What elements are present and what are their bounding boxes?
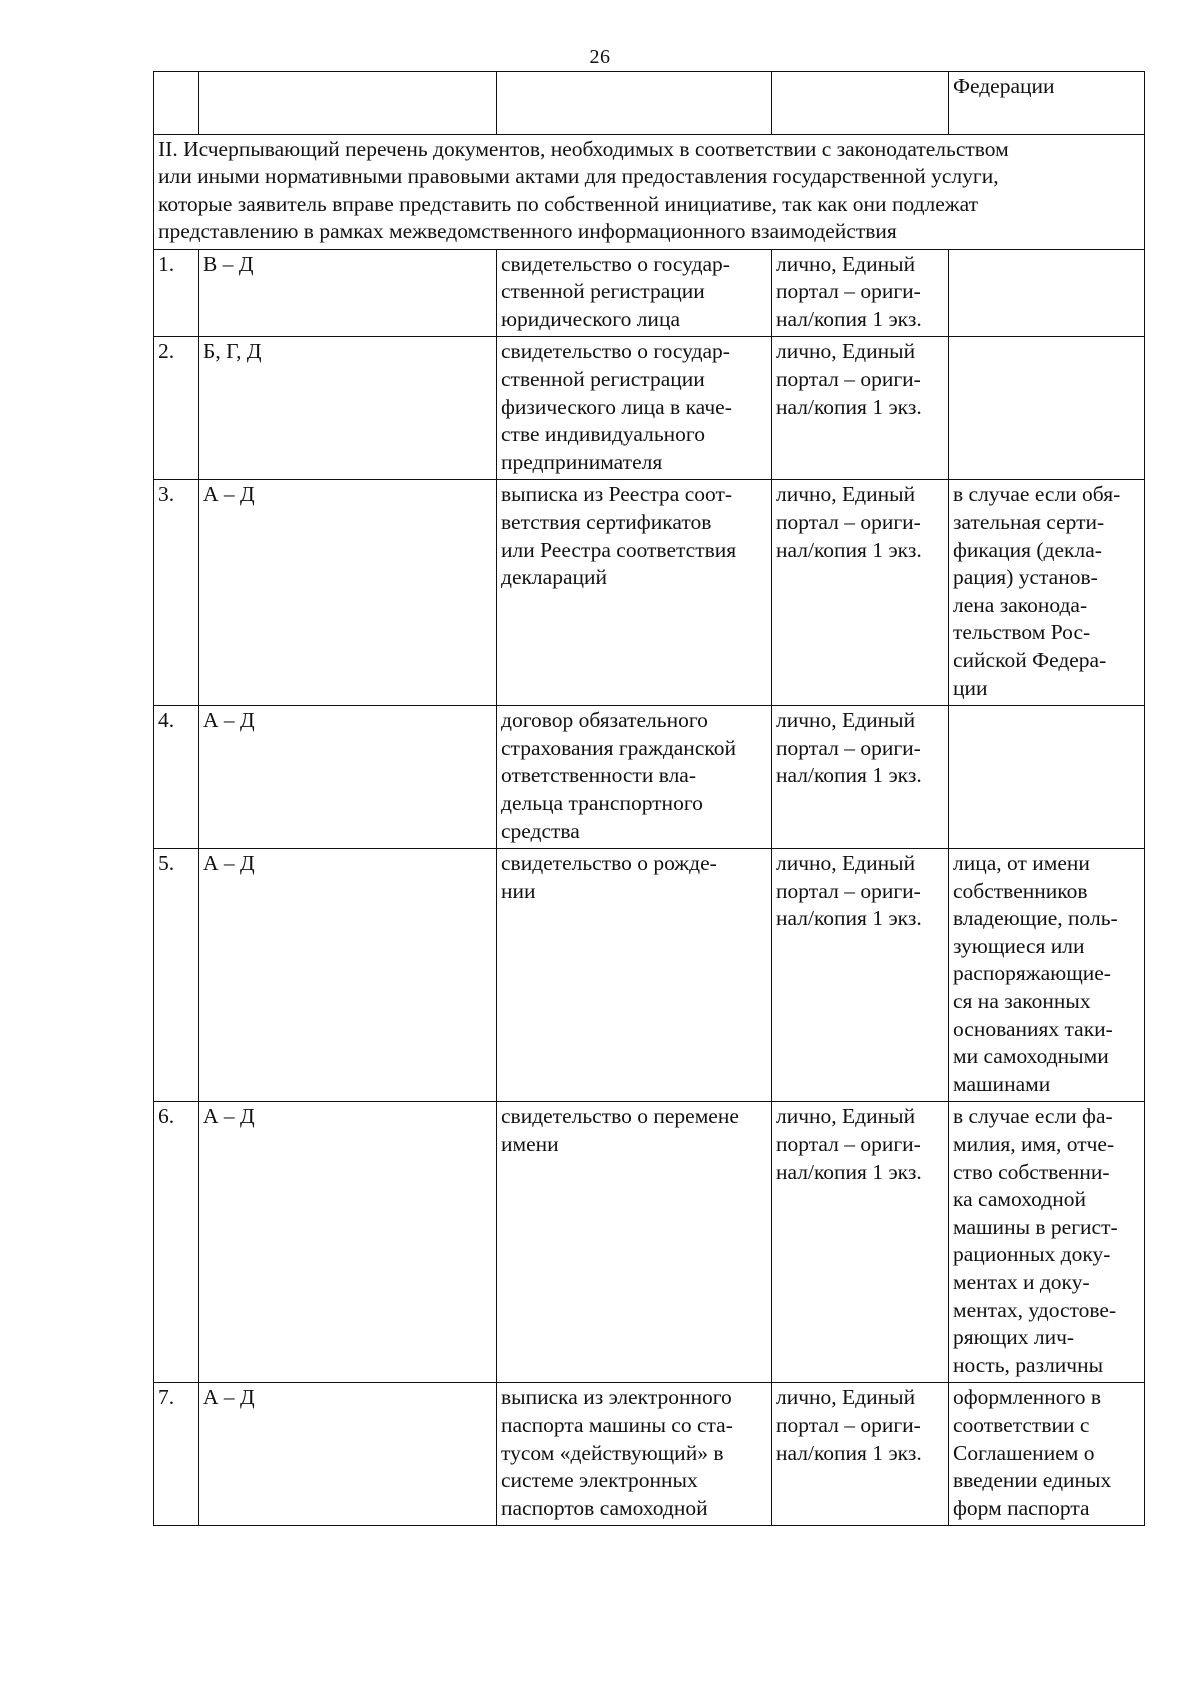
row-method: лично, Единый портал – ориги- нал/копия 1 экз. <box>772 706 949 849</box>
continuation-row <box>154 72 1145 135</box>
cell-num <box>154 72 199 135</box>
row-document: выписка из Реестра соот- ветствия сертификатов или Реестра соответствия деклараций <box>497 480 772 706</box>
table-row <box>154 1383 1145 1526</box>
section-title: II. Исчерпывающий перечень документов, необходимых в соответствии с законодательством или иными нормативными правовыми актами для предоставления государственной услуги, которые заявитель вправе представить по собственной инициативе, так как они подлежат представлению в рамках межведомственного информационного взаимодействия <box>154 135 1145 250</box>
row-note <box>949 337 1145 480</box>
row-category: А – Д <box>199 849 497 1102</box>
table-row <box>154 1102 1145 1383</box>
row-number: 3. <box>154 480 199 706</box>
row-method: лично, Единый портал – ориги- нал/копия 1 экз. <box>772 337 949 480</box>
row-method: лично, Единый портал – ориги- нал/копия 1 экз. <box>772 849 949 1102</box>
row-number: 5. <box>154 849 199 1102</box>
row-note <box>949 249 1145 337</box>
page-number: 26 <box>589 46 611 68</box>
documents-table <box>153 71 1145 1526</box>
section-header-row <box>154 135 1145 250</box>
row-number: 6. <box>154 1102 199 1383</box>
table-row <box>154 706 1145 849</box>
row-category: А – Д <box>199 1383 497 1526</box>
row-category: Б, Г, Д <box>199 337 497 480</box>
row-document: свидетельство о государ- ственной регистрации физического лица в каче- стве индивидуального предпринимателя <box>497 337 772 480</box>
row-method: лично, Единый портал – ориги- нал/копия 1 экз. <box>772 249 949 337</box>
row-document: свидетельство о государ- ственной регистрации юридического лица <box>497 249 772 337</box>
table-row <box>154 337 1145 480</box>
cell-method <box>772 72 949 135</box>
row-document: свидетельство о рожде- нии <box>497 849 772 1102</box>
row-category: А – Д <box>199 706 497 849</box>
row-document: свидетельство о перемене имени <box>497 1102 772 1383</box>
row-note: лица, от имени собственников владеющие, поль- зующиеся или распоряжающие- ся на законных основаниях таки- ми самоходными машинами <box>949 849 1145 1102</box>
row-number: 7. <box>154 1383 199 1526</box>
row-method: лично, Единый портал – ориги- нал/копия 1 экз. <box>772 1102 949 1383</box>
row-number: 4. <box>154 706 199 849</box>
row-category: В – Д <box>199 249 497 337</box>
row-number: 1. <box>154 249 199 337</box>
table-row <box>154 480 1145 706</box>
row-document: договор обязательного страхования гражданской ответственности вла- дельца транспортного средства <box>497 706 772 849</box>
table-row <box>154 249 1145 337</box>
row-method: лично, Единый портал – ориги- нал/копия 1 экз. <box>772 480 949 706</box>
row-category: А – Д <box>199 480 497 706</box>
row-category: А – Д <box>199 1102 497 1383</box>
row-note: оформленного в соответствии с Соглашением о введении единых форм паспорта <box>949 1383 1145 1526</box>
row-note: в случае если фа- милия, имя, отче- ство собственни- ка самоходной машины в регист- рационных доку- ментах и доку- ментах, удостове- ряющих лич- ность, различны <box>949 1102 1145 1383</box>
row-note <box>949 706 1145 849</box>
row-note: в случае если обя- зательная серти- фикация (декла- рация) установ- лена законода- тельством Рос- сийской Федера- ции <box>949 480 1145 706</box>
table-row <box>154 849 1145 1102</box>
cell-note: Федерации <box>949 72 1145 135</box>
row-document: выписка из электронного паспорта машины со ста- тусом «действующий» в системе электронных паспортов самоходной <box>497 1383 772 1526</box>
row-number: 2. <box>154 337 199 480</box>
cell-document <box>497 72 772 135</box>
cell-category <box>199 72 497 135</box>
row-method: лично, Единый портал – ориги- нал/копия 1 экз. <box>772 1383 949 1526</box>
